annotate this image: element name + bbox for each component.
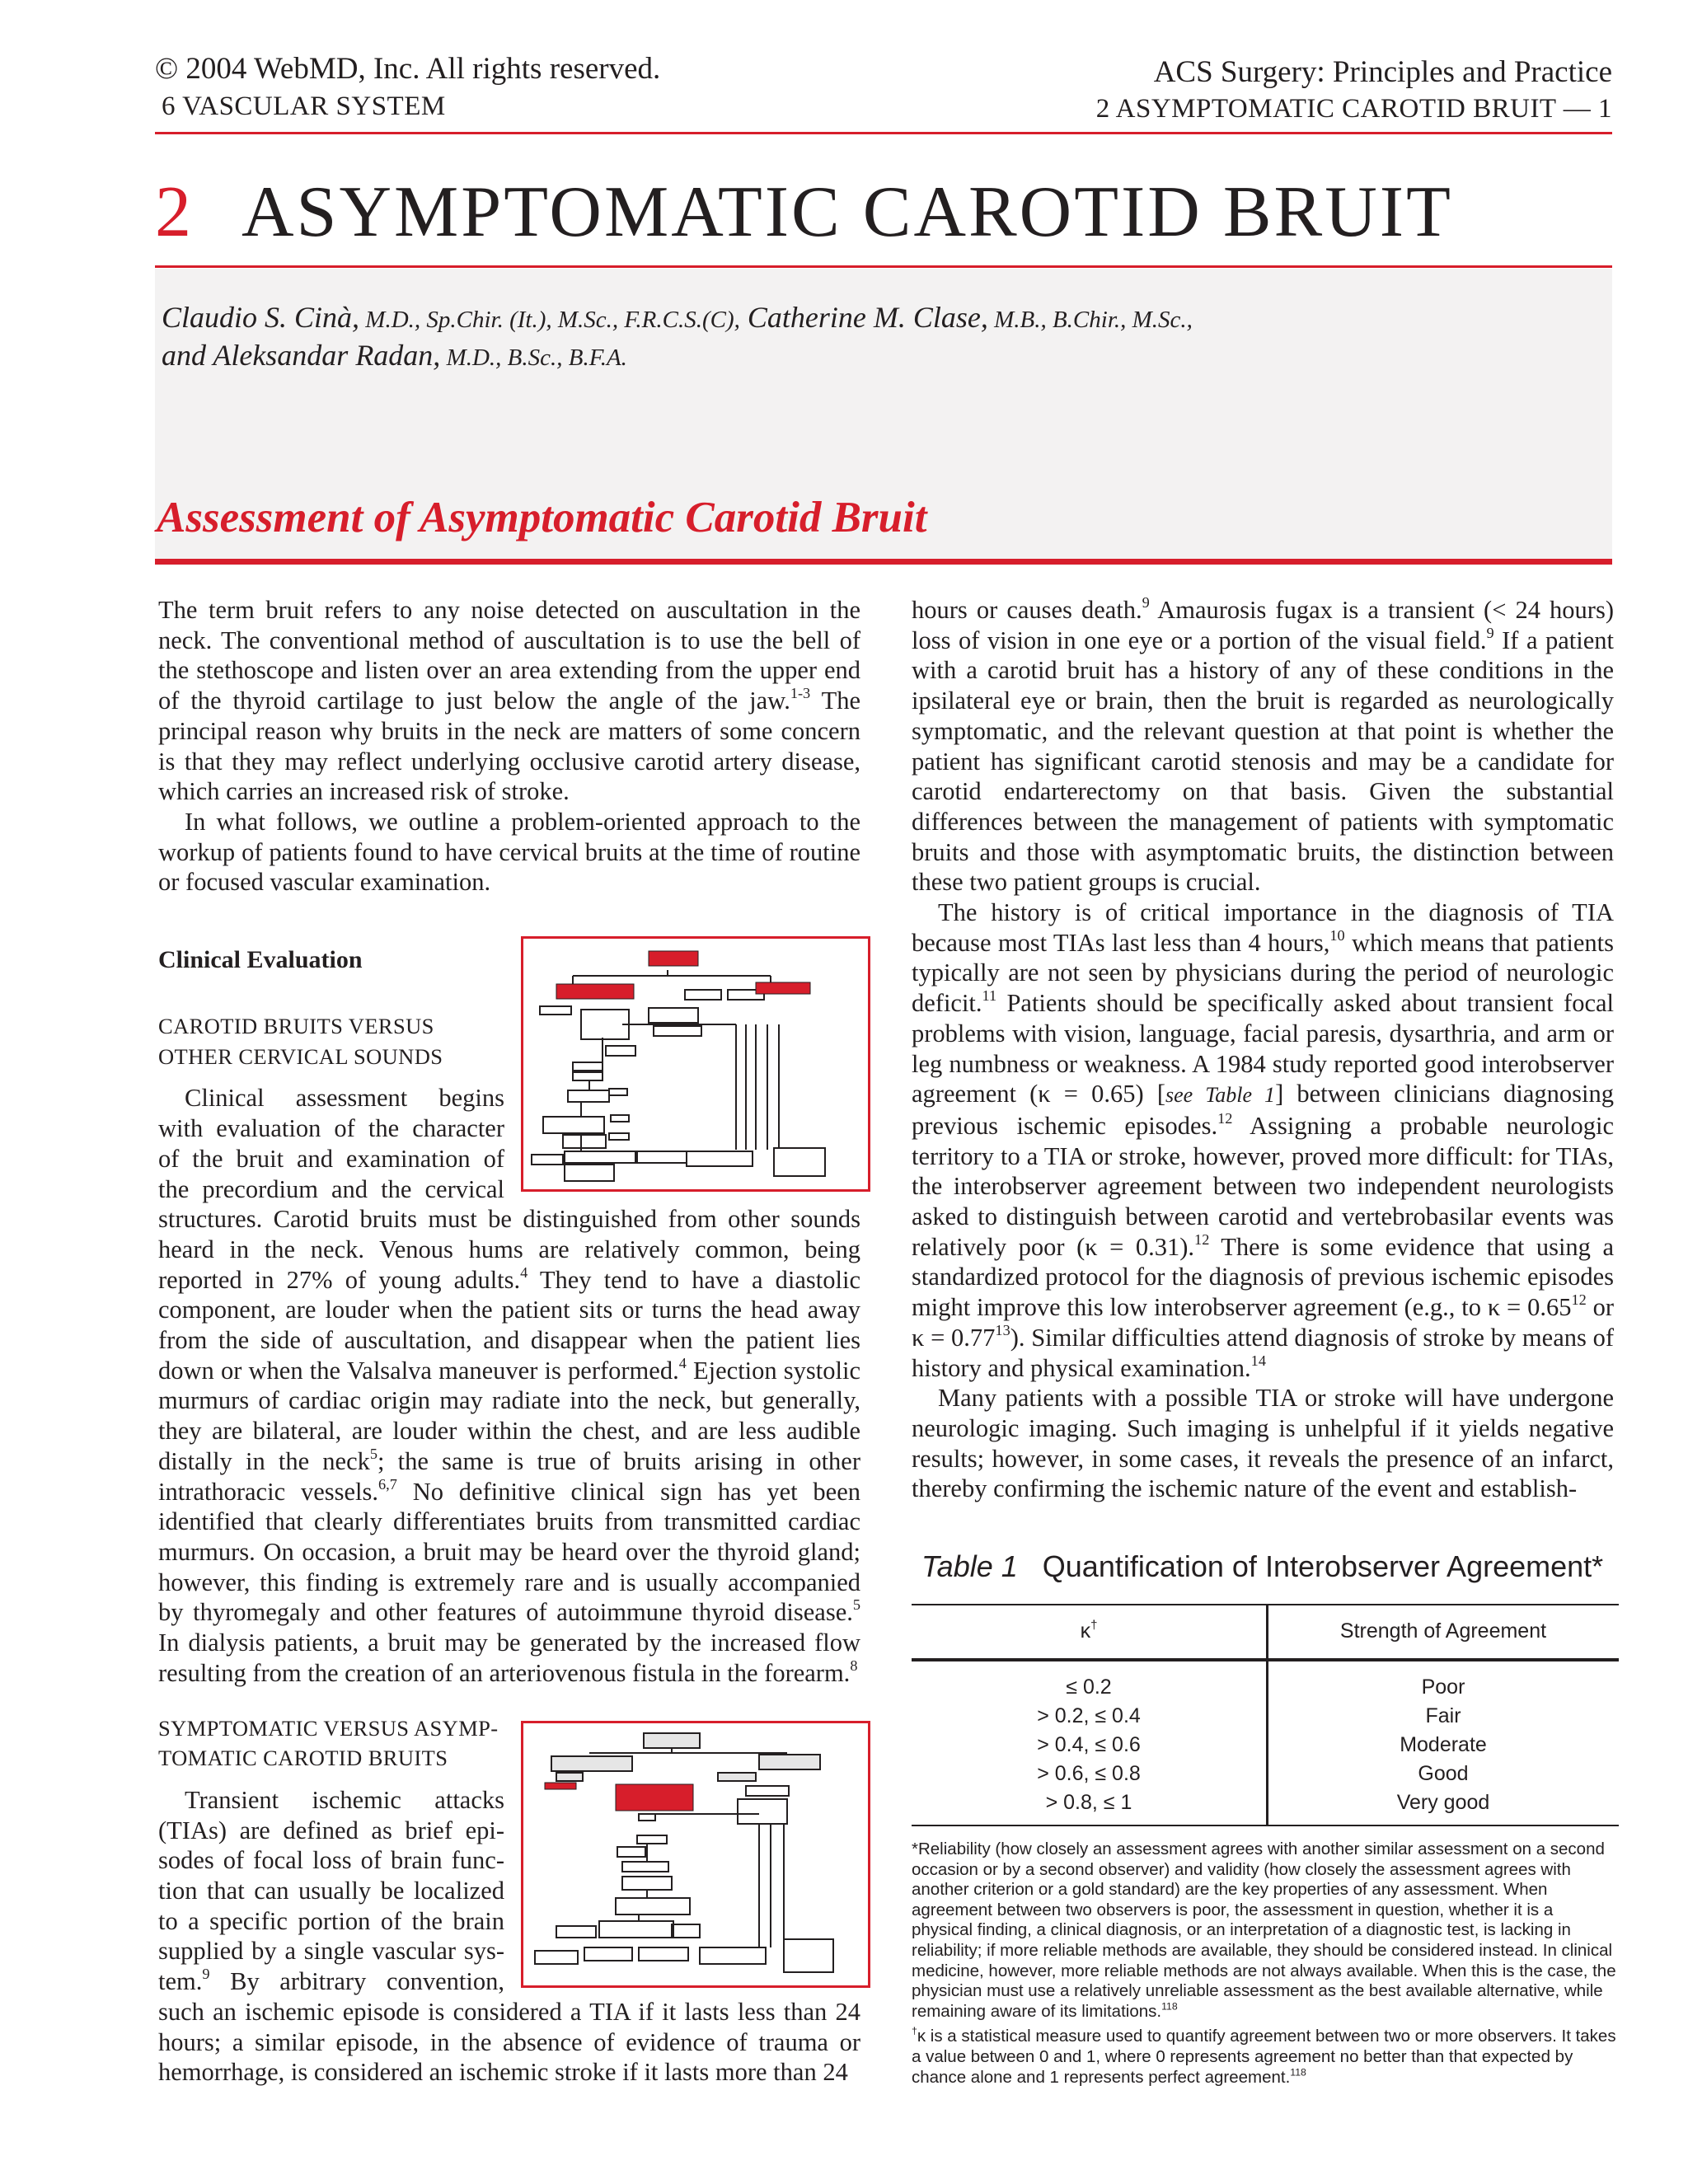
authors-line-1: [162, 298, 1193, 339]
right-paragraph-2: The history is of critical importance in the diagnosis of TIA because most TIAs last less than 4 hours,$^{10}$ which means that patients typically are not seen by physicians during the period of neurologic deficit.$^{11}$ Patients should be specifically asked about transient focal problems with vision, language, facial paresis, dysarthria, and arm or leg numbness or weakness. A 1984 study reported good interobserver agreement (κ = 0.65) [see Table 1] between clinicians diagnosing previous ischemic episodes.$^{12}$ Assigning a probable neurologic territory to a TIA or stroke, however, proved more difficult: for TIAs, the interobserver agreement between two independent neurologists asked to distinguish between carotid and vertebrobasilar events was relatively poor (κ = 0.31).$^{12}$ There is some evidence that using a standardized protocol for the diagnosis of previous ischemic episodes might improve this low interobserver agreement (e.g., to $\kappa = 0.65^{12}$ or $\kappa = 0.77^{13}$). Similar difficulties attend diagnosis of stroke by means of history and physical examination.$^{14}$: [912, 898, 1614, 1382]
running-title: 2 ASYMPTOMATIC CAROTID BRUIT — 1: [1095, 94, 1612, 124]
table-footnote-1: *Reliability (how closely an assessment agrees with another similar assessment on a second occasion or by a second observer) and validity (how closely the assessment agrees with another criterion or a gold standard) are the key properties of any assessment. When agreement between two observers is poor, the assessment in question, whether it is a physical finding, a clinical diagnosis, or an interpretation of a diagnostic test, is lacking in reliability; if more reliable methods are available, they should be considered instead. In clinical medicine, however, more reliable methods are not always available. When this is the case, the physician must use a relatively unreliable assessment as the best available alternative, while remaining aware of its limitations.$^{118}$: [912, 1840, 1616, 2021]
table-cell-kappa: > 0.4, ≤ 0.6: [1037, 1733, 1141, 1756]
wrap-block-2: Transient ischemic attacks (TIAs) are defined as brief epi- sodes of focal loss of brain func- tion that can usually be localized to a specific portion of the brain supplied by a single vascular sys- tem.$^9$ By arbitrary convention,: [158, 1785, 504, 1996]
table-cell-kappa: ≤ 0.2: [1066, 1675, 1112, 1699]
algorithm-thumbnail-2[interactable]: [521, 1721, 870, 1988]
table-1-crossref[interactable]: see Table 1: [1165, 1083, 1276, 1108]
left-paragraph-1: The term bruit refers to any noise detected on auscultation in the neck. The conventional method of auscultation is to use the bell of the stethoscope and listen over an area extending from the upper end of the thyroid cartilage to just below the angle of the jaw.$^{1-3}$ The principal reason why bruits in the neck are matters of some concern is that they may reflect underlying occlusive carotid artery disease, which carries an increased risk of stroke.: [158, 596, 860, 806]
table-header-strength: Strength of Agreement: [1339, 1619, 1547, 1643]
table-1-caption: [921, 1549, 1603, 1584]
table-1-title: Quantification of Interobserver Agreement*: [1042, 1549, 1604, 1583]
table-cell-kappa: > 0.8, ≤ 1: [1045, 1791, 1132, 1814]
table-1-footnotes: [912, 1840, 1619, 2088]
author-2-name: Catherine M. Clase,: [739, 301, 988, 334]
heading-clinical-evaluation: Clinical Evaluation: [158, 946, 363, 974]
header-rule: [155, 132, 1612, 134]
author-3-degrees: M.D., B.Sc., B.F.A.: [440, 344, 627, 371]
right-paragraph-1: hours or causes death.$^9$ Amaurosis fugax is a transient (< 24 hours) loss of vision in one eye or a portion of the visual field.$^9$ If a patient with a carotid bruit has a history of any of these conditions in the ipsilateral eye or brain, then the bruit is regarded as neurologically symptomatic, and the relevant question at that point is whether the patient has significant carotid stenosis and may be a candidate for carotid endarterectomy on that basis. Given the substantial differences between the management of patients with symptomatic bruits and those with asymptomatic bruits, the distinction between these two patient groups is crucial.: [912, 594, 1614, 897]
authors-line-2: [162, 336, 627, 377]
left-paragraph-3: structures. Carotid bruits must be distinguished from other sounds heard in the neck. Venous hums are relatively common, being reported in 27% of young adults.$^4$ They tend to have a diastolic component, are louder when the patient sits or turns the head away from the side of auscultation, and disappear when the patient lies down or when the Valsalva maneuver is performed.$^4$ Ejection systolic murmurs of cardiac origin may radiate into the neck, but generally, they are bilateral, are louder within the chest, and are less audible distally in the neck$^5$; the same is true of bruits arising in other intrathoracic vessels.$^{6,7}$ No definitive clinical sign has yet been identified that clearly differentiates bruits from transmitted cardiac murmurs. On occasion, a bruit may be heard over the thyroid gland; however, this finding is extremely rare and is usually accompanied by thyromegaly and other features of autoimmune thyroid disease.$^5$ In dialysis patients, a bruit may be generated by the increased flow resulting from the creation of an arteriovenous fistula in the forearm.$^8$: [158, 1205, 861, 1687]
right-column: [912, 595, 1614, 1504]
table-1: [912, 1604, 1619, 1826]
chapter-heading: [155, 171, 1453, 254]
chapter-title: ASYMPTOMATIC CAROTID BRUIT: [241, 172, 1453, 252]
author-2-degrees: M.B., B.Chir., M.Sc.,: [987, 307, 1193, 333]
author-1-degrees: M.D., Sp.Chir. (It.), M.Sc., F.R.C.S.(C),: [359, 307, 740, 333]
table-cell-strength: Poor: [1421, 1675, 1465, 1699]
table-cell-strength: Moderate: [1400, 1733, 1487, 1756]
section-title: Assessment of Asymptomatic Carotid Bruit: [157, 494, 927, 541]
book-title: ACS Surgery: Principles and Practice: [1153, 55, 1612, 89]
table-cell-strength: Fair: [1425, 1704, 1461, 1727]
algorithm-thumbnail-1[interactable]: [521, 936, 870, 1192]
wrap-block-1: Clinical assessment begins with evaluation of the character of the bruit and examination of the precordium and the cervical: [158, 1084, 504, 1203]
section-label: 6 VASCULAR SYSTEM: [162, 91, 446, 121]
title-rule: [155, 265, 1612, 268]
subheading-symptomatic-line2: TOMATIC CAROTID BRUITS: [158, 1746, 448, 1771]
subheading-carotid-vs-cervical-line1: CAROTID BRUITS VERSUS: [158, 1014, 434, 1039]
table-1-label: Table 1: [921, 1549, 1018, 1583]
chapter-number: 2: [155, 172, 194, 252]
table-cell-strength: Very good: [1396, 1791, 1490, 1814]
author-1-name: Claudio S. Cinà,: [162, 301, 360, 334]
table-header-kappa: κ†: [1080, 1618, 1098, 1643]
subheading-symptomatic-line1: SYMPTOMATIC VERSUS ASYMP-: [158, 1715, 499, 1741]
flowchart-2-graphic: [523, 1723, 868, 1985]
left-paragraph-4: such an ischemic episode is considered a TIA if it lasts less than 24 hours; a similar episode, in the absence of evidence of trauma or hemorrhage, is considered an ischemic stroke if it lasts more than 24: [158, 1997, 860, 2087]
subheading-carotid-vs-cervical-line2: OTHER CERVICAL SOUNDS: [158, 1043, 443, 1069]
section-rule: [155, 559, 1612, 565]
copyright: © 2004 WebMD, Inc. All rights reserved.: [155, 52, 661, 86]
left-paragraph-2: In what follows, we outline a problem-oriented approach to the workup of patients found to have cervical bruits at the time of routine or focused vascular examination.: [158, 807, 860, 897]
table-cell-kappa: > 0.2, ≤ 0.4: [1037, 1704, 1141, 1727]
author-3-name: and Aleksandar Radan,: [162, 339, 441, 372]
table-footnote-2: †κ is a statistical measure used to quantify agreement between two or more observers. It takes a value between 0 and 1, where 0 represents agreement no better than that expected by chance alone and 1 represents perfect agreement.$^{118}$: [912, 2025, 1616, 2087]
flowchart-1-graphic: [523, 939, 868, 1189]
table-cell-kappa: > 0.6, ≤ 0.8: [1037, 1762, 1141, 1785]
right-paragraph-3: Many patients with a possible TIA or stroke will have undergone neurologic imaging. Such imaging is unhelpful if it yields negative results; however, in some cases, it reveals the presence of an infarct, thereby confirming the ischemic nature of the event and establish-: [912, 1384, 1614, 1503]
table-cell-strength: Good: [1418, 1762, 1469, 1785]
